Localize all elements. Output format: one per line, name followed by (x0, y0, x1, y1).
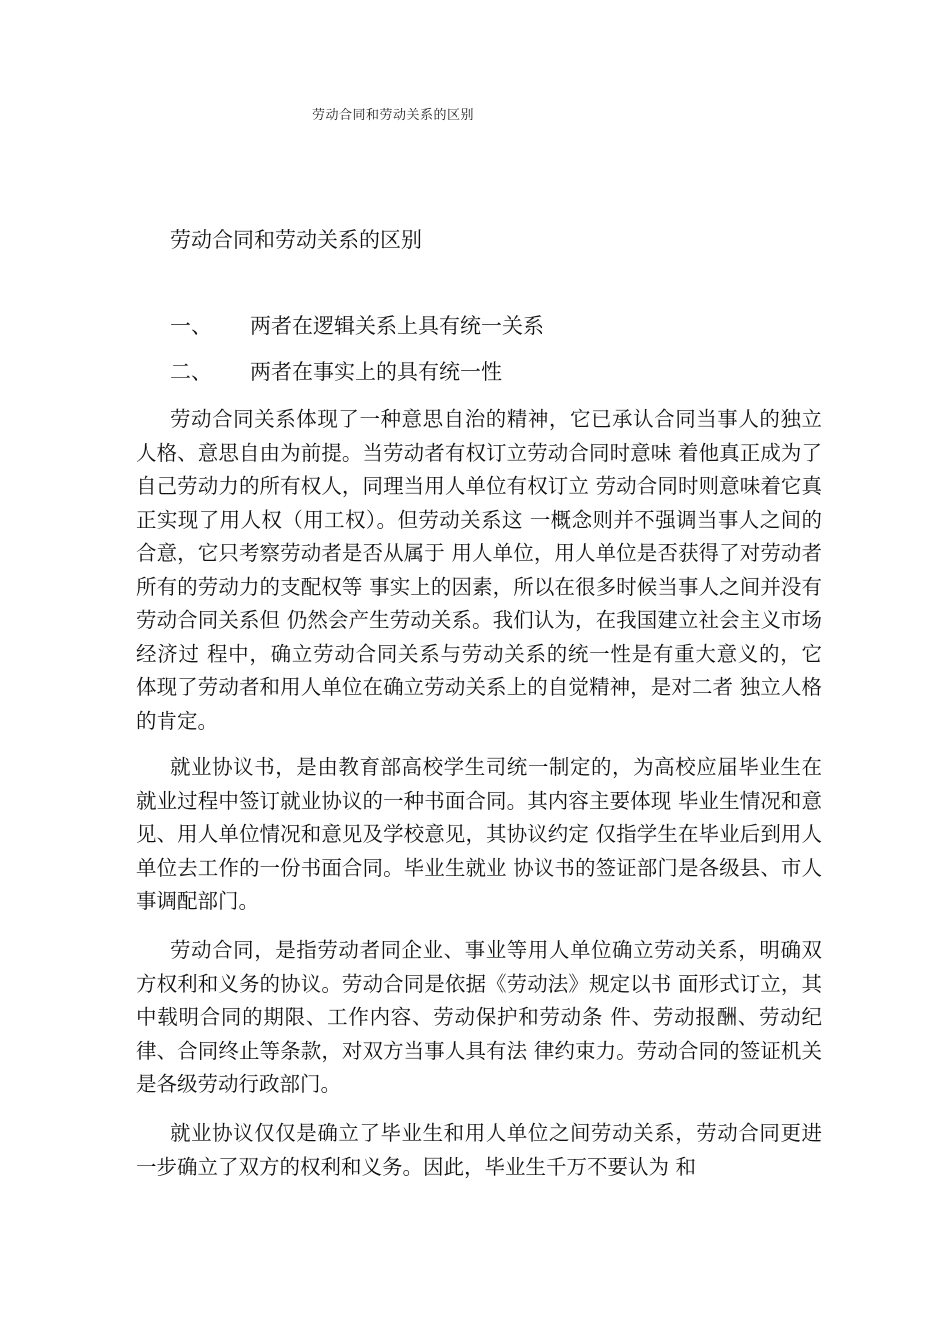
body-paragraph: 就业协议书，是由教育部高校学生司统一制定的，为高校应届毕业生在就业过程中签订就业协议的一种书面合同。其内容主要体现 毕业生情况和意见、用人单位情况和意见及学校意见，其协议约定 仅指学生在毕业后到用人单位去工作的一份书面合同。毕业生就业 协议书的签证部门是各级县、市人事调配部门。 (136, 755, 822, 913)
running-header: 劳动合同和劳动关系的区别 (312, 108, 475, 123)
list-item-text: 两者在事实上的具有统一性 (250, 360, 502, 384)
body-paragraph: 就业协议仅仅是确立了毕业生和用人单位之间劳动关系，劳动合同更进一步确立了双方的权利和义务。因此，毕业生千万不要认为 和 (136, 1121, 822, 1179)
body-paragraph: 劳动合同关系体现了一种意思自治的精神，它已承认合同当事人的独立人格、意思自由为前提。当劳动者有权订立劳动合同时意味 着他真正成为了自己劳动力的所有权人，同理当用人单位有权订立 劳动合同时则意味着它真正实现了用人权（用工权）。但劳动关系这 一概念则并不强调当事人之间的合意，它只考察劳动者是否从属于 用人单位，用人单位是否获得了对劳动者所有的劳动力的支配权等 事实上的因素，所以在很多时候当事人之间并没有劳动合同关系但 仍然会产生劳动关系。我们认为，在我国建立社会主义市场经济过 程中，确立劳动合同关系与劳动关系的统一性是有重大意义的，它 体现了劳动者和用人单位在确立劳动关系上的自觉精神，是对二者 独立人格的肯定。 (136, 407, 822, 733)
list-item-number: 一、 (170, 314, 212, 338)
list-item-number: 二、 (170, 360, 212, 384)
list-item-text: 两者在逻辑关系上具有统一关系 (250, 314, 544, 338)
list-item (170, 356, 502, 386)
list-item (170, 310, 544, 340)
document-title: 劳动合同和劳动关系的区别 (170, 228, 422, 252)
body-paragraph: 劳动合同，是指劳动者同企业、事业等用人单位确立劳动关系，明确双方权利和义务的协议。劳动合同是依据《劳动法》规定以书 面形式订立，其中载明合同的期限、工作内容、劳动保护和劳动条 件、劳动报酬、劳动纪律、合同终止等条款，对双方当事人具有法 律约束力。劳动合同的签证机关是各级劳动行政部门。 (136, 938, 822, 1096)
